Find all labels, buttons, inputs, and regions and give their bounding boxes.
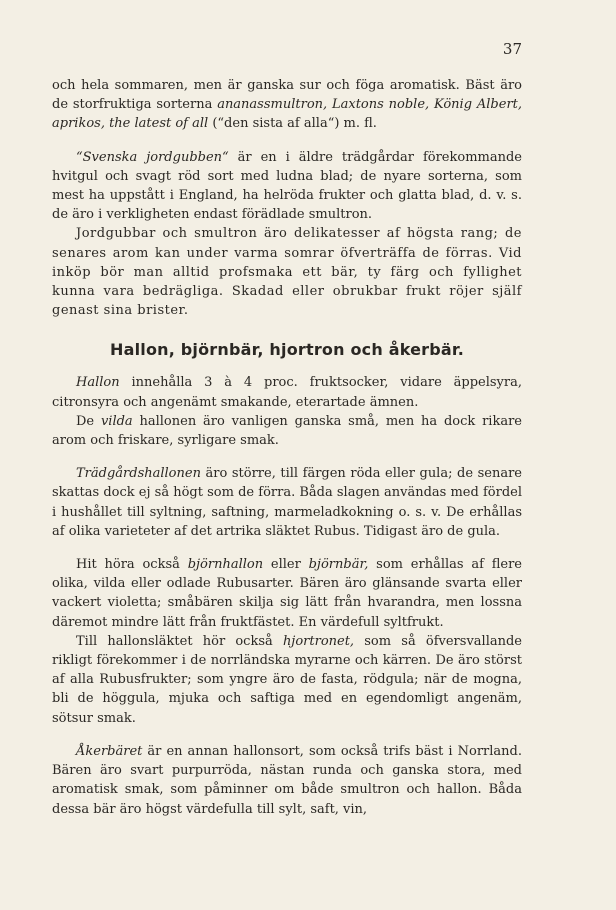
paragraph-svenska-jordgubben <box>52 148 522 225</box>
paragraph-tradgardshallon <box>52 464 522 541</box>
paragraph-hjortron <box>52 632 522 728</box>
paragraph-delicacies <box>52 224 522 320</box>
text: Hit höra också <box>76 557 188 573</box>
text: som så öfversvallande rikligt förekommer i de norrländska myrarne och kärren. De äro störst af alla Rubusfrukter; som yngre äro de fasta, rödgula; när de mogna, bli de höggula, mjuka och saftiga med en egendomligt angenäm, sötsur smak. <box>52 633 522 726</box>
text: eller <box>263 557 309 573</box>
text: äro större, till färgen röda eller gula; de senare skattas dock ej så högt som de förra. Båda slagen användas med fördel i hushållet till syltning, saftning, marmeladkokning o. s. v. De erhållas af olika varieteter af det artrika släktet Rubus. Tidigast äro de gula. <box>52 466 522 539</box>
emphasis: Åkerbäret <box>76 743 143 759</box>
paragraph-vilda-hallon <box>52 412 522 450</box>
variety-names: ananassmultron, Laxtons noble, König Albert, aprikos, the latest of all <box>52 97 523 132</box>
emphasis: vilda <box>100 413 133 429</box>
emphasis: björnbär, <box>308 557 369 573</box>
emphasis: Trädgårdshallonen <box>76 466 201 482</box>
paragraph-hallon <box>52 373 522 411</box>
text: Jordgubbar och smultron äro delikatesser af högsta rang; de senares arom kan under varma somrar öfverträffa de förras. Vid inköp bör man alltid profsmaka ett bär, ty färg och fyllighet kunna vara bedrägliga. Skadad eller obrukbar frukt röjer själf genast sina brister. <box>52 226 522 319</box>
paragraph-akerbar <box>52 742 522 819</box>
paragraph-strawberry-varieties <box>52 76 522 134</box>
page-number: 37 <box>502 40 522 58</box>
text: (“den sista af alla“) m. fl. <box>208 116 377 132</box>
emphasis: björnhallon <box>187 557 264 573</box>
text: är en i äldre trädgårdar förekommande hvitgul och svagt röd sort med ludna blad; de nyare sorterna, som mest ha uppstått i England, ha helröda frukter och glatta blad, d. v. s. de äro i verkligheten endast förädlade smultron. <box>52 149 522 223</box>
emphasis: hjortronet, <box>282 633 355 649</box>
text: Till hallonsläktet hör också <box>76 633 283 649</box>
emphasis: Hallon <box>76 375 120 391</box>
emphasis: “Svenska jordgubben“ <box>76 149 229 165</box>
text: De <box>76 413 101 429</box>
paragraph-bjornbar <box>52 555 522 632</box>
text: är en annan hallonsort, som också trifs bäst i Norrland. Bären äro svart purpurröda, nästan runda och ganska stora, med aromatisk smak, som påminner om både smultron och hallon. Båda dessa bär äro högst värdefulla till sylt, saft, vin, <box>52 743 522 817</box>
text: som erhållas af flere olika, vilda eller odlade Rubusarter. Bären äro glänsande svarta eller vackert violetta; småbären skilja sig lätt från hvarandra, men lossna däremot mindre lätt från fruktfästet. En värdefull syltfrukt. <box>52 557 522 630</box>
text: och hela sommaren, men är ganska sur och föga aromatisk. Bäst äro de storfruktiga sorterna <box>52 78 522 113</box>
text: innehålla 3 à 4 proc. fruktsocker, vidare äppelsyra, citronsyra och angenämt smakande, eterartade ämnen. <box>52 375 522 410</box>
section-heading: Hallon, björnbär, hjortron och åkerbär. <box>109 340 464 360</box>
text: hallonen äro vanligen ganska små, men ha dock rikare arom och friskare, syrligare smak. <box>52 413 523 449</box>
